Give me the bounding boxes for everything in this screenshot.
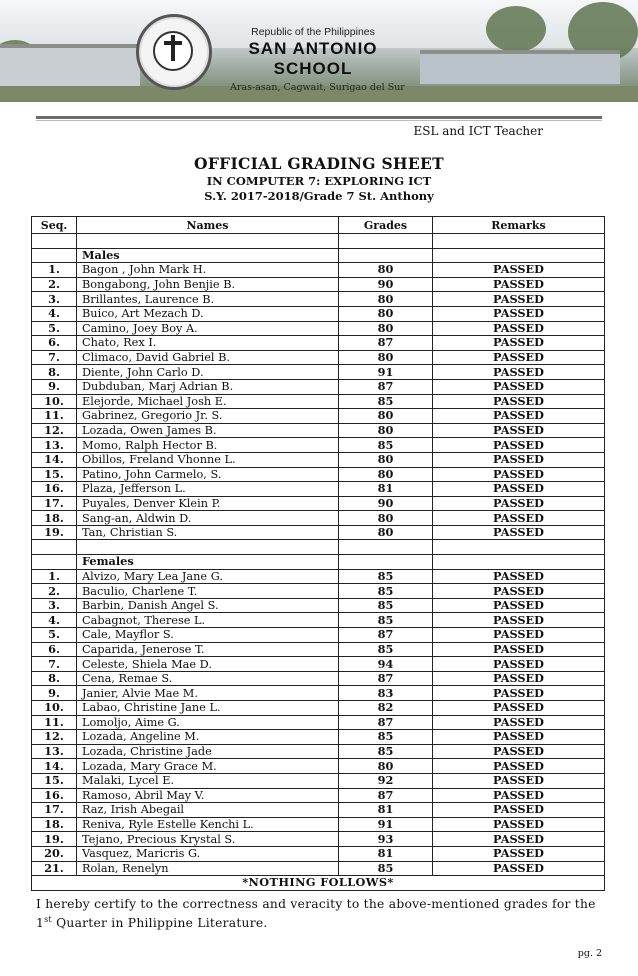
student-remark: PASSED <box>433 350 605 365</box>
student-remark: PASSED <box>433 759 605 774</box>
student-name: Gabrinez, Gregorio Jr. S. <box>77 409 339 424</box>
student-remark: PASSED <box>433 321 605 336</box>
student-name: Puyales, Denver Klein P. <box>77 496 339 511</box>
table-row <box>32 759 605 774</box>
student-seq: 13. <box>32 438 77 453</box>
student-name: Cale, Mayflor S. <box>77 628 339 643</box>
student-seq: 5. <box>32 628 77 643</box>
col-header-remarks: Remarks <box>433 217 605 234</box>
student-grade: 83 <box>339 686 433 701</box>
student-name: Malaki, Lycel E. <box>77 773 339 788</box>
certification-superscript: st <box>44 915 52 924</box>
table-row <box>32 379 605 394</box>
student-seq: 8. <box>32 671 77 686</box>
student-seq: 20. <box>32 846 77 861</box>
student-remark: PASSED <box>433 379 605 394</box>
table-row <box>32 292 605 307</box>
table-row <box>32 569 605 584</box>
banner-building <box>420 50 620 84</box>
student-remark: PASSED <box>433 671 605 686</box>
school-year: S.Y. 2017-2018/Grade 7 St. Anthony <box>204 189 434 203</box>
student-name: Lozada, Christine Jade <box>77 744 339 759</box>
table-row <box>32 584 605 599</box>
student-grade: 80 <box>339 759 433 774</box>
student-remark: PASSED <box>433 336 605 351</box>
student-seq: 1. <box>32 569 77 584</box>
student-name: Cabagnot, Therese L. <box>77 613 339 628</box>
student-remark: PASSED <box>433 803 605 818</box>
student-grade: 91 <box>339 365 433 380</box>
student-grade: 85 <box>339 569 433 584</box>
student-name: Elejorde, Michael Josh E. <box>77 394 339 409</box>
student-remark: PASSED <box>433 277 605 292</box>
student-seq: 7. <box>32 657 77 672</box>
republic-label: Republic of the Philippines <box>251 26 375 38</box>
table-row <box>32 715 605 730</box>
student-remark: PASSED <box>433 701 605 716</box>
student-remark: PASSED <box>433 365 605 380</box>
student-grade: 80 <box>339 306 433 321</box>
student-remark: PASSED <box>433 263 605 278</box>
table-row <box>32 671 605 686</box>
school-seal-logo <box>136 14 212 90</box>
student-grade: 85 <box>339 598 433 613</box>
student-grade: 85 <box>339 613 433 628</box>
table-row <box>32 482 605 497</box>
student-grade: 85 <box>339 730 433 745</box>
banner-building <box>0 44 140 88</box>
student-seq: 19. <box>32 832 77 847</box>
student-name: Barbin, Danish Angel S. <box>77 598 339 613</box>
student-name: Alvizo, Mary Lea Jane G. <box>77 569 339 584</box>
table-row <box>32 832 605 847</box>
section-label: Females <box>77 555 339 570</box>
student-name: Diente, John Carlo D. <box>77 365 339 380</box>
table-row <box>32 467 605 482</box>
section-label: Males <box>77 248 339 263</box>
table-row <box>32 409 605 424</box>
blank-cell <box>32 555 77 570</box>
table-row <box>32 730 605 745</box>
student-name: Tejano, Precious Krystal S. <box>77 832 339 847</box>
col-header-seq: Seq. <box>32 217 77 234</box>
table-row <box>32 657 605 672</box>
student-name: Buico, Art Mezach D. <box>77 306 339 321</box>
student-seq: 10. <box>32 701 77 716</box>
student-grade: 87 <box>339 671 433 686</box>
student-grade: 80 <box>339 321 433 336</box>
student-seq: 15. <box>32 773 77 788</box>
table-row <box>32 701 605 716</box>
certification-text: I hereby certify to the correctness and veracity to the above-mentioned grades for the 1 <box>36 897 596 931</box>
student-grade: 87 <box>339 715 433 730</box>
student-name: Lomoljo, Aime G. <box>77 715 339 730</box>
student-seq: 4. <box>32 306 77 321</box>
student-remark: PASSED <box>433 657 605 672</box>
table-row <box>32 350 605 365</box>
student-name: Bagon , John Mark H. <box>77 263 339 278</box>
teacher-role: ESL and ICT Teacher <box>413 124 543 138</box>
blank-row <box>32 540 605 555</box>
student-grade: 80 <box>339 409 433 424</box>
table-header-row <box>32 217 605 234</box>
student-grade: 80 <box>339 525 433 540</box>
table-row <box>32 452 605 467</box>
student-grade: 80 <box>339 511 433 526</box>
table-row <box>32 394 605 409</box>
table-row <box>32 744 605 759</box>
student-grade: 85 <box>339 438 433 453</box>
student-name: Bongabong, John Benjie B. <box>77 277 339 292</box>
student-seq: 16. <box>32 788 77 803</box>
student-remark: PASSED <box>433 292 605 307</box>
student-name: Rolan, Renelyn <box>77 861 339 876</box>
certification-statement <box>36 896 611 931</box>
student-remark: PASSED <box>433 409 605 424</box>
student-seq: 13. <box>32 744 77 759</box>
student-remark: PASSED <box>433 452 605 467</box>
student-seq: 18. <box>32 817 77 832</box>
student-seq: 17. <box>32 496 77 511</box>
student-name: Lozada, Angeline M. <box>77 730 339 745</box>
student-remark: PASSED <box>433 613 605 628</box>
student-grade: 81 <box>339 846 433 861</box>
student-name: Obillos, Freland Vhonne L. <box>77 452 339 467</box>
student-grade: 94 <box>339 657 433 672</box>
document-subtitle: IN COMPUTER 7: EXPLORING ICT <box>206 174 432 188</box>
student-grade: 80 <box>339 467 433 482</box>
student-name: Celeste, Shiela Mae D. <box>77 657 339 672</box>
header-rule <box>36 116 602 119</box>
table-row <box>32 365 605 380</box>
student-remark: PASSED <box>433 744 605 759</box>
student-grade: 82 <box>339 701 433 716</box>
student-seq: 15. <box>32 467 77 482</box>
document-title: OFFICIAL GRADING SHEET <box>194 154 444 173</box>
student-grade: 85 <box>339 584 433 599</box>
student-remark: PASSED <box>433 306 605 321</box>
blank-cell <box>339 248 433 263</box>
student-name: Sang-an, Aldwin D. <box>77 511 339 526</box>
blank-cell <box>339 234 433 249</box>
blank-cell <box>32 234 77 249</box>
table-row <box>32 336 605 351</box>
school-name: SAN ANTONIO SCHOOL <box>248 39 378 78</box>
student-seq: 11. <box>32 409 77 424</box>
student-grade: 85 <box>339 394 433 409</box>
table-row <box>32 773 605 788</box>
nothing-follows: *NOTHING FOLLOWS* <box>32 876 605 891</box>
student-seq: 12. <box>32 730 77 745</box>
student-name: Baculio, Charlene T. <box>77 584 339 599</box>
student-seq: 3. <box>32 598 77 613</box>
student-name: Brillantes, Laurence B. <box>77 292 339 307</box>
table-row <box>32 525 605 540</box>
student-seq: 7. <box>32 350 77 365</box>
student-grade: 85 <box>339 861 433 876</box>
student-remark: PASSED <box>433 482 605 497</box>
student-name: Lozada, Mary Grace M. <box>77 759 339 774</box>
student-name: Tan, Christian S. <box>77 525 339 540</box>
student-grade: 80 <box>339 263 433 278</box>
student-grade: 90 <box>339 277 433 292</box>
student-name: Caparida, Jenerose T. <box>77 642 339 657</box>
student-seq: 1. <box>32 263 77 278</box>
student-name: Cena, Remae S. <box>77 671 339 686</box>
student-name: Dubduban, Marj Adrian B. <box>77 379 339 394</box>
males-section-row <box>32 248 605 263</box>
page-number: pg. 2 <box>577 948 602 959</box>
student-remark: PASSED <box>433 628 605 643</box>
student-seq: 9. <box>32 686 77 701</box>
student-seq: 12. <box>32 423 77 438</box>
student-name: Vasquez, Maricris G. <box>77 846 339 861</box>
student-seq: 16. <box>32 482 77 497</box>
blank-cell <box>433 248 605 263</box>
student-grade: 80 <box>339 423 433 438</box>
cross-icon-bar <box>164 41 182 45</box>
student-remark: PASSED <box>433 642 605 657</box>
banner-tree <box>486 6 546 52</box>
student-grade: 91 <box>339 817 433 832</box>
student-seq: 3. <box>32 292 77 307</box>
certification-text-end: Quarter in Philippine Literature. <box>51 916 268 931</box>
table-row <box>32 511 605 526</box>
student-seq: 14. <box>32 452 77 467</box>
student-seq: 6. <box>32 642 77 657</box>
student-seq: 14. <box>32 759 77 774</box>
table-row <box>32 496 605 511</box>
table-row <box>32 642 605 657</box>
student-remark: PASSED <box>433 438 605 453</box>
table-row <box>32 803 605 818</box>
student-remark: PASSED <box>433 511 605 526</box>
student-seq: 2. <box>32 584 77 599</box>
student-remark: PASSED <box>433 861 605 876</box>
student-remark: PASSED <box>433 832 605 847</box>
student-seq: 6. <box>32 336 77 351</box>
student-grade: 92 <box>339 773 433 788</box>
grades-table <box>31 216 605 891</box>
blank-row <box>32 234 605 249</box>
student-remark: PASSED <box>433 817 605 832</box>
student-grade: 87 <box>339 379 433 394</box>
student-grade: 80 <box>339 350 433 365</box>
student-seq: 17. <box>32 803 77 818</box>
student-seq: 10. <box>32 394 77 409</box>
student-remark: PASSED <box>433 496 605 511</box>
student-seq: 19. <box>32 525 77 540</box>
student-grade: 80 <box>339 452 433 467</box>
student-seq: 2. <box>32 277 77 292</box>
table-row <box>32 613 605 628</box>
student-name: Lozada, Owen James B. <box>77 423 339 438</box>
school-header-text <box>208 26 418 93</box>
grades-table-body <box>32 234 605 891</box>
blank-cell <box>32 248 77 263</box>
student-name: Chato, Rex I. <box>77 336 339 351</box>
blank-cell <box>339 555 433 570</box>
table-row <box>32 277 605 292</box>
table-row <box>32 628 605 643</box>
student-name: Janier, Alvie Mae M. <box>77 686 339 701</box>
student-name: Raz, Irish Abegail <box>77 803 339 818</box>
student-remark: PASSED <box>433 686 605 701</box>
student-grade: 81 <box>339 482 433 497</box>
student-name: Ramoso, Abril May V. <box>77 788 339 803</box>
table-row <box>32 846 605 861</box>
student-seq: 4. <box>32 613 77 628</box>
student-remark: PASSED <box>433 846 605 861</box>
student-seq: 9. <box>32 379 77 394</box>
col-header-grades: Grades <box>339 217 433 234</box>
student-remark: PASSED <box>433 394 605 409</box>
student-grade: 81 <box>339 803 433 818</box>
blank-cell <box>433 234 605 249</box>
student-remark: PASSED <box>433 525 605 540</box>
table-row <box>32 263 605 278</box>
table-row <box>32 321 605 336</box>
blank-cell <box>433 555 605 570</box>
student-remark: PASSED <box>433 467 605 482</box>
cross-icon <box>171 35 175 61</box>
student-remark: PASSED <box>433 773 605 788</box>
student-remark: PASSED <box>433 730 605 745</box>
student-seq: 18. <box>32 511 77 526</box>
student-grade: 85 <box>339 642 433 657</box>
student-remark: PASSED <box>433 715 605 730</box>
student-remark: PASSED <box>433 788 605 803</box>
nothing-follows-row <box>32 876 605 891</box>
blank-cell <box>77 540 339 555</box>
table-row <box>32 788 605 803</box>
student-grade: 87 <box>339 788 433 803</box>
table-row <box>32 598 605 613</box>
student-grade: 87 <box>339 628 433 643</box>
student-remark: PASSED <box>433 598 605 613</box>
blank-cell <box>77 234 339 249</box>
student-grade: 87 <box>339 336 433 351</box>
student-seq: 21. <box>32 861 77 876</box>
blank-cell <box>32 540 77 555</box>
document-titles <box>0 154 638 203</box>
student-remark: PASSED <box>433 569 605 584</box>
table-row <box>32 686 605 701</box>
student-seq: 11. <box>32 715 77 730</box>
student-name: Patino, John Carmelo, S. <box>77 467 339 482</box>
blank-cell <box>433 540 605 555</box>
student-remark: PASSED <box>433 584 605 599</box>
student-grade: 80 <box>339 292 433 307</box>
col-header-names: Names <box>77 217 339 234</box>
student-name: Plaza, Jefferson L. <box>77 482 339 497</box>
table-row <box>32 423 605 438</box>
student-name: Camino, Joey Boy A. <box>77 321 339 336</box>
student-grade: 93 <box>339 832 433 847</box>
females-section-row <box>32 555 605 570</box>
student-name: Reniva, Ryle Estelle Kenchi L. <box>77 817 339 832</box>
blank-cell <box>339 540 433 555</box>
student-grade: 85 <box>339 744 433 759</box>
header-rule-thin <box>36 120 602 121</box>
student-name: Climaco, David Gabriel B. <box>77 350 339 365</box>
student-seq: 8. <box>32 365 77 380</box>
table-row <box>32 817 605 832</box>
student-seq: 5. <box>32 321 77 336</box>
student-name: Momo, Ralph Hector B. <box>77 438 339 453</box>
table-row <box>32 306 605 321</box>
table-row <box>32 861 605 876</box>
table-row <box>32 438 605 453</box>
student-grade: 90 <box>339 496 433 511</box>
student-remark: PASSED <box>433 423 605 438</box>
student-name: Labao, Christine Jane L. <box>77 701 339 716</box>
header-banner <box>0 0 638 102</box>
school-address: Aras-asan, Cagwait, Surigao del Sur <box>230 82 405 93</box>
